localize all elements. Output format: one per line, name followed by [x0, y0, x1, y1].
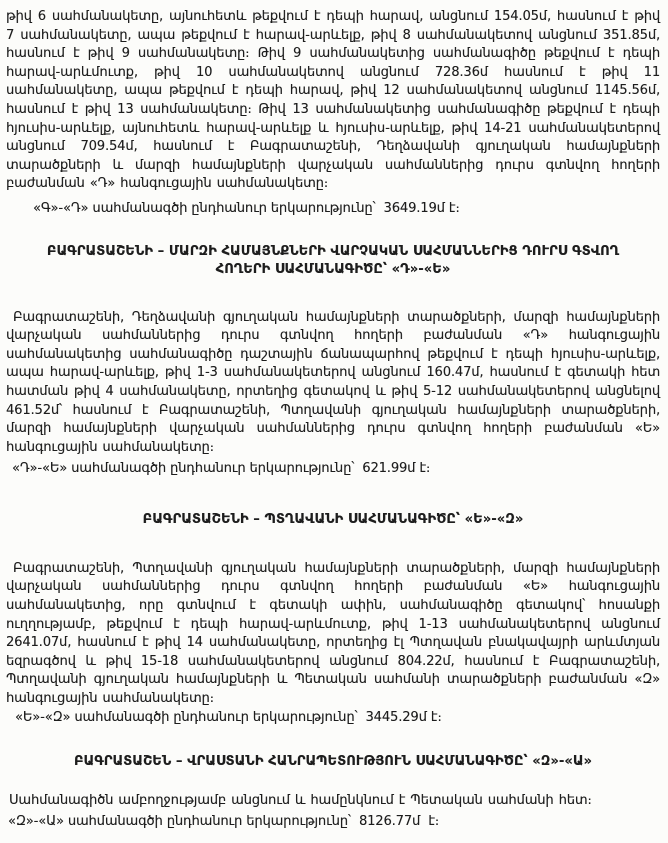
section-heading-e-z: ԲԱԳՐԱՏԱՇԵՆԻ – ՊՏՂԱՎԱՆԻ ՍԱՀՄԱՆԱԳԻԾԸ՝ «Ե»-«Զ»	[142, 511, 524, 527]
section-heading-d-e: ԲԱԳՐԱՏԱՇԵՆԻ – ՄԱՐԶԻ ՀԱՄԱՅՆՔՆԵՐԻ ՎԱՐՉԱԿԱՆ ՍԱՀՄԱՆՆԵՐԻՑ ԴՈՒՐՍ ԳՏՎՈՂ ՀՈՂԵՐԻ ՍԱՀՄԱՆԱԳԻԾԸ՝ «Դ»-«Ե»	[46, 243, 620, 277]
segment-total-length-d-e: «Դ»-«Ե» սահմանագծի ընդհանուր երկարությունը՝ 621.99մ է։	[12, 461, 431, 477]
boundary-section-z-a	[6, 753, 660, 831]
boundary-description-paragraph: Բագրատաշենի, Պտղավանի գյուղական համայնքների տարածքների, մարզի համայնքների վարչական սահմաններից դուրս գտնվող հողերի բաժանման «Ե» հանգուցային սահմանակետից, որը գտնվում է գետակի ափին, սահմանագիծը գետակով՝ հոսանքի ուղղությամբ, թեքվում է դեպի հարավ-արևմուտք, թիվ 1-13 սահմանակետերով անցնում 2641.07մ, հասնում է թիվ 14 սահմանակետը, որտեղից էլ Պտղավան բնակավայրի արևմտյան եզրագծով և թիվ 15-18 սահմանակետերով անցնում 804.22մ, հասնում է Բագրատաշենի, Պտղավանի գյուղական համայնքների և Պետական սահմանի տարածքների բաժանման «Զ» հանգուցային սահմանակետը։	[6, 560, 660, 707]
segment-total-length-z-a: «Զ»-«Ա» սահմանագծի ընդհանուր երկարությունը՝ 8126.77մ է։	[8, 813, 440, 829]
boundary-description-continuation-paragraph: թիվ 6 սահմանակետը, այնուհետև թեքվում է դեպի հարավ, անցնում 154.05մ, հասնում է թիվ 7 սահմանակետը, ապա թեքվում է հարավ-արևելք, թիվ 8 սահմանակետով անցնում 351.85մ, հասնում է թիվ 9 սահմանակետը։ Թիվ 9 սահմանակետից սահմանագիծը թեքվում է դեպի հարավ-արևմուտք, թիվ 10 սահմանակետով անցնում 728.36մ հասնում է թիվ 11 սահմանակետը, ապա թեքվում է դեպի հարավ, թիվ 12 սահմանակետով անցնում 1145.56մ, հասնում է թիվ 13 սահմանակետը։ Թիվ 13 սահմանակետից սահմանագիծը թեքվում է դեպի հյուսիս-արևելք, այնուհետև հարավ-արևելք և հյուսիս-արևելք, թիվ 14-21 սահմանակետերով անցնում 709.54մ, հասնում է Բագրատաշենի, Դեղձավանի գյուղական համայնքների տարածքների և մարզի համայնքների վարչական սահմաններից դուրս գտնվող հողերի բաժանման «Դ» հանգուցային սահմանակետը։	[6, 9, 660, 192]
boundary-section-d-e	[6, 243, 660, 479]
segment-total-length-g-d: «Գ»-«Դ» սահմանագծի ընդհանուր երկարությունը՝ 3649.19մ է։	[33, 200, 460, 216]
boundary-description-line: Սահմանագիծն ամբողջությամբ անցնում և համընկնում է Պետական սահմանի հետ։	[9, 793, 592, 809]
segment-total-length-e-z: «Ե»-«Զ» սահմանագծի ընդհանուր երկարությունը՝ 3445.29մ է։	[15, 709, 442, 725]
boundary-section-e-z	[6, 511, 660, 727]
boundary-description-paragraph: Բագրատաշենի, Դեղձավանի գյուղական համայնքների տարածքների, մարզի համայնքների վարչական սահմաններից դուրս գտնվող հողերի բաժանման «Դ» հանգուցային սահմանակետից սահմանագիծը դաշտային ճանապարհով թեքվում է դեպի հյուսիս-արևելք, ապա հարավ-արևելք, թիվ 1-3 սահմանակետերով անցնում 160.47մ, հասնում է գետակի հետ հատման թիվ 4 սահմանակետը, որտեղից գետակով և թիվ 5-12 սահմանակետերով անցնելով 461.52մ՝ հասնում է Բագրատաշենի, Պտղավանի գյուղական համայնքների տարածքների, մարզի համայնքների վարչական սահմաններից դուրս գտնվող հողերի բաժանման «Ե» հանգուցային սահմանակետը։	[6, 309, 660, 455]
section-heading-z-a: ԲԱԳՐԱՏԱՇԵՆ – ՎՐԱՍՏԱՆԻ ՀԱՆՐԱՊԵՏՈՒԹՅՈՒՆ ՍԱՀՄԱՆԱԳԻԾԸ՝ «Զ»-«Ա»	[73, 754, 593, 770]
